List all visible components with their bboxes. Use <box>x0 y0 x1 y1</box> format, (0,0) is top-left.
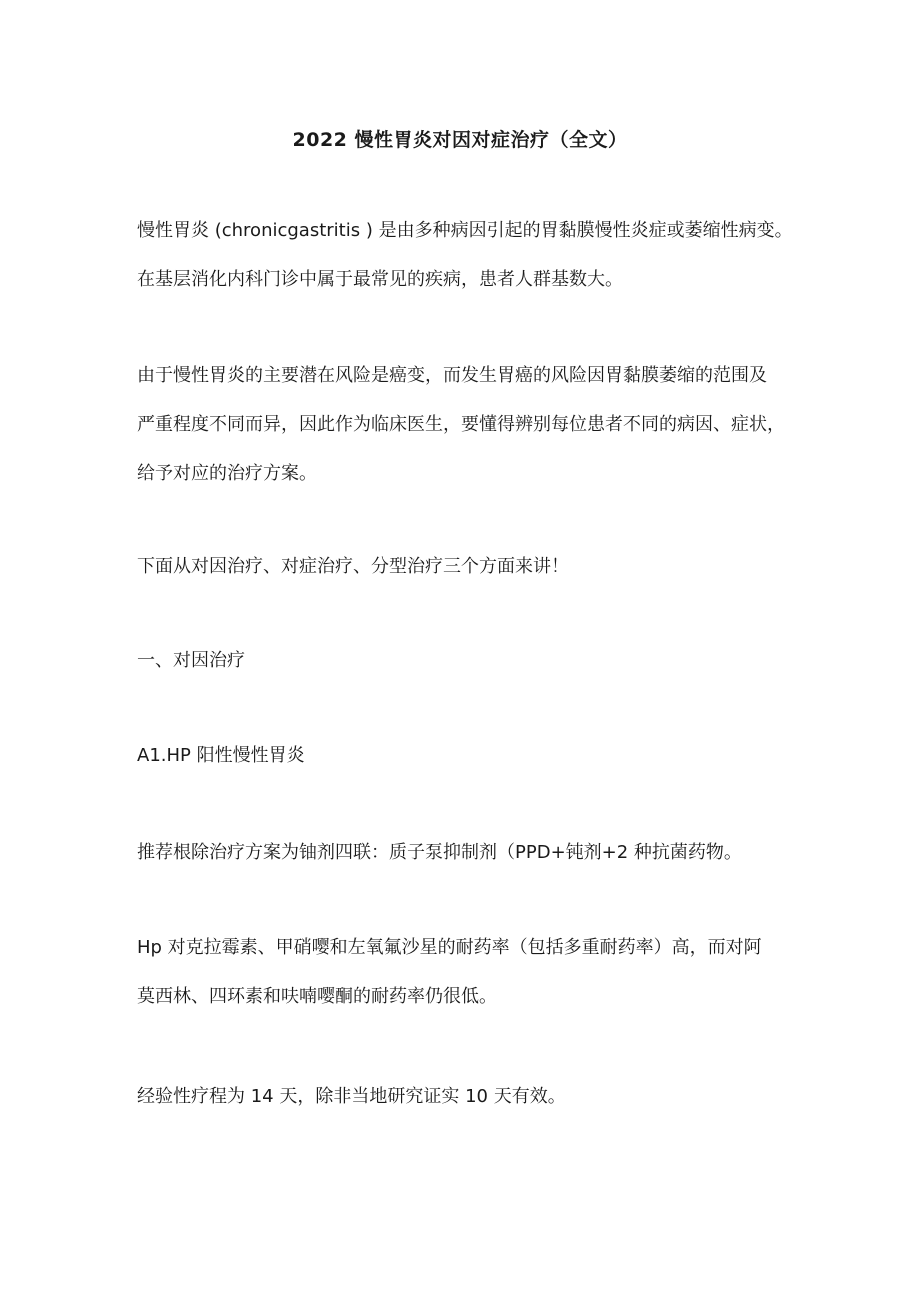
paragraph-duration <box>137 1072 797 1121</box>
text-line: 给予对应的治疗方案。 <box>137 463 317 484</box>
text-line: 推荐根除治疗方案为铀剂四联：质子泵抑制剂（PPD+钝剂+2 种抗菌药物。 <box>137 842 742 863</box>
text-line: 由于慢性胃炎的主要潜在风险是癌变，而发生胃癌的风险因胃黏膜萎缩的范围及 <box>137 365 767 386</box>
paragraph-risk <box>137 351 797 498</box>
text-line: 经验性疗程为 14 天，除非当地研究证实 10 天有效。 <box>137 1086 566 1107</box>
text-line: 严重程度不同而异，因此作为临床医生，要懂得辨别每位患者不同的病因、症状， <box>137 414 785 435</box>
text-line: 在基层消化内科门诊中属于最常见的疾病，患者人群基数大。 <box>137 269 623 290</box>
section-heading-causal-treatment <box>137 636 797 685</box>
subsection-heading-hp-positive <box>137 731 797 780</box>
paragraph-outline <box>137 542 797 591</box>
paragraph-regimen <box>137 828 797 877</box>
text-line: Hp 对克拉霉素、甲硝嘤和左氧氟沙星的耐药率（包括多重耐药率）高，而对阿 <box>137 937 762 958</box>
text-line: A1.HP 阳性慢性胃炎 <box>137 745 305 766</box>
text-line: 莫西林、四环素和呋喃嘤酮的耐药率仍很低。 <box>137 986 497 1007</box>
text-line: 慢性胃炎 (chronicgastritis ) 是由多种病因引起的胃黏膜慢性炎症或萎缩性病变。 <box>137 220 793 241</box>
text-line: 一、对因治疗 <box>137 650 245 671</box>
paragraph-resistance <box>137 923 797 1021</box>
text-line: 下面从对因治疗、对症治疗、分型治疗三个方面来讲！ <box>137 556 569 577</box>
document-title: 2022 慢性胃炎对因对症治疗（全文） <box>292 129 628 151</box>
paragraph-intro <box>137 206 797 304</box>
